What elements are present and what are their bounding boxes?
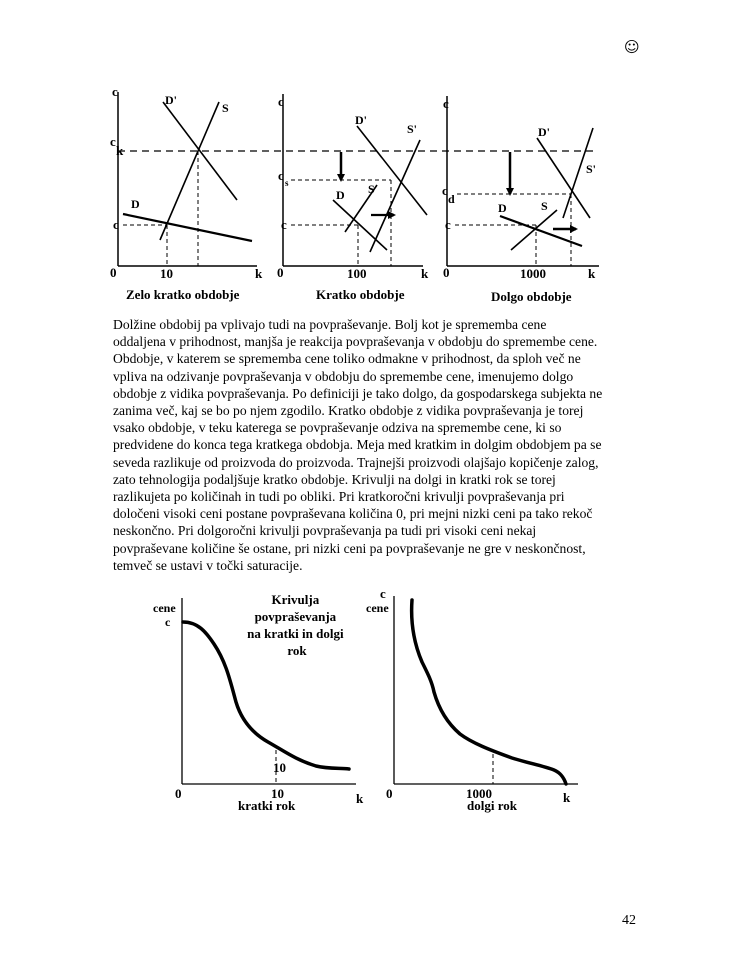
price-low-label-3: c xyxy=(445,217,451,232)
origin-label-short: 0 xyxy=(175,786,182,801)
paragraph-line: povpraševane količine še ostane, pri nizki ceni pa povpraševanje ne gre v neskončnost, xyxy=(113,540,586,556)
body-paragraph xyxy=(113,316,643,574)
x-tick-label-3: 1000 xyxy=(520,266,546,281)
curve-label-s-1: S xyxy=(222,101,229,115)
bottom-title-line: rok xyxy=(287,643,307,658)
paragraph-line: seveda razlikuje od proizvoda do proizvoda. Trajnejši proizvodi olajšajo kopičenje zalog, xyxy=(113,454,599,470)
paragraph-line: zato tehnologija podaljšuje kratko obdobje. Krivulji na dolgi in kratki rok se torej xyxy=(113,471,556,487)
caption-very-short-period: Zelo kratko obdobje xyxy=(126,287,240,302)
price-low-label-1: c xyxy=(113,217,119,232)
supply-demand-figure xyxy=(105,82,640,310)
x-tick-label-2: 100 xyxy=(347,266,367,281)
caption-short-period: Kratko obdobje xyxy=(316,287,405,302)
curve-label-s-2: S xyxy=(368,182,375,196)
bottom-title-line: na kratki in dolgi xyxy=(247,626,344,641)
demand-curve-d-prime-1 xyxy=(163,102,237,200)
x-tick-1000-label: 1000 xyxy=(466,786,492,801)
paragraph-line: vpliva na odzivanje povpraševanja v obdobju do spremembe cene, imenujemo dolgo xyxy=(113,368,574,384)
y-axis-label-short: cene xyxy=(153,601,176,615)
origin-label-1: 0 xyxy=(110,265,117,280)
demand-curve-d-3 xyxy=(500,216,582,246)
price-ck-subscript: k xyxy=(116,143,124,158)
x-axis-label-3: k xyxy=(588,266,596,281)
paragraph-line: temveč se ustavi v točki saturacije. xyxy=(113,557,303,573)
y-axis-label-long: cene xyxy=(366,601,389,615)
paragraph-line: Dolžine obdobij pa vplivajo tudi na povpraševanje. Bolj kot je sprememba cene xyxy=(113,317,547,332)
x-axis-label-long: k xyxy=(563,790,571,805)
price-cd-label: c xyxy=(442,183,448,198)
long-run-demand-curve xyxy=(412,600,566,784)
short-run-demand-curve xyxy=(183,622,349,769)
curve-label-d-prime-2: D' xyxy=(355,113,367,127)
x-axis-label-short: k xyxy=(356,791,364,806)
origin-label-long: 0 xyxy=(386,786,393,801)
paragraph-line: neskončno. Pri dolgoročni krivulji povpraševanja pa tudi pri visoki ceni nekaj xyxy=(113,523,537,539)
x-tick-10-label: 10 xyxy=(271,786,284,801)
demand-curves-figure xyxy=(150,588,590,818)
curve-label-s-3: S xyxy=(541,199,548,213)
x-axis-label-1: k xyxy=(255,266,263,281)
curve-label-s-prime-2: S' xyxy=(407,122,418,136)
price-cs-subscript: s xyxy=(285,178,289,188)
y-axis-label-1: c xyxy=(112,84,118,99)
paragraph-line: vsako obdobje, v teku katerega se povpraševanje odziva na spremembe cene, ki so xyxy=(113,420,562,436)
curve-label-d-2: D xyxy=(336,188,345,202)
y-axis-label-3: c xyxy=(443,96,449,111)
price-c-label-short: c xyxy=(165,615,171,629)
curve-label-s-prime-3: S' xyxy=(586,162,597,176)
price-c-label-long: c xyxy=(380,588,386,601)
paragraph-line: zanima več, kaj se bo po njem zgodilo. Kratko obdobje z vidika povpraševanja je torej xyxy=(113,403,584,419)
origin-label-3: 0 xyxy=(443,265,450,280)
price-ck-label: c xyxy=(110,134,116,149)
price-cd-subscript: d xyxy=(448,192,455,206)
supply-curve-s-1 xyxy=(160,102,219,240)
caption-short-run: kratki rok xyxy=(238,798,296,813)
panel-short-period xyxy=(277,94,429,302)
paragraph-line: razlikujeta po količinah in tudi po obliki. Pri kratkoročni krivulji povpraševanja pri xyxy=(113,489,565,505)
smiley-icon: ☺ xyxy=(624,38,640,56)
supply-curve-s-3 xyxy=(511,210,557,250)
panel-very-short-period xyxy=(110,84,263,302)
curve-label-d-3: D xyxy=(498,201,507,215)
paragraph-line: določeni visoki ceni postane povpraševana količina 0, pri mejni nizki ceni pa tako rekoč xyxy=(113,506,593,522)
x-tick-label-1: 10 xyxy=(160,266,173,281)
caption-long-run: dolgi rok xyxy=(467,798,517,813)
bottom-title-line: povpraševanja xyxy=(254,609,337,624)
origin-label-2: 0 xyxy=(277,265,284,280)
panel-long-period xyxy=(442,96,599,304)
bottom-title-line: Krivulja xyxy=(271,592,320,607)
paragraph-line: Obdobje, v katerem se sprememba cene toliko odmakne v prihodnost, da sploh več ne xyxy=(113,351,581,367)
y-axis-label-2: c xyxy=(278,94,284,109)
paragraph-line: predvidene do konca tega kratkega obdobja. Meja med kratkim in dolgim obdobjem pa se xyxy=(113,437,602,453)
curve-label-d-prime-1: D' xyxy=(165,93,177,107)
x-axis-label-2: k xyxy=(421,266,429,281)
demand-curve-d-1 xyxy=(123,214,252,241)
curve-label-d-prime-3: D' xyxy=(538,125,550,139)
price-low-label-2: c xyxy=(281,217,287,232)
caption-long-period: Dolgo obdobje xyxy=(491,289,572,304)
paragraph-line: oddaljena v prihodnost, manjša je reakcija povpraševanja v obdobju do spremembe cene. xyxy=(113,334,598,350)
paragraph-line: obdobje z vidika povpraševanja. Po definiciji je tako dolgo, da gospodarskega subjekta ne xyxy=(113,385,603,401)
x-tick-10-top-label: 10 xyxy=(273,760,286,775)
curve-label-d-1: D xyxy=(131,197,140,211)
long-run-demand-panel xyxy=(366,588,578,813)
bottom-figure-title xyxy=(247,592,347,658)
price-cs-label: c xyxy=(278,168,284,183)
page-number: 42 xyxy=(622,913,636,928)
